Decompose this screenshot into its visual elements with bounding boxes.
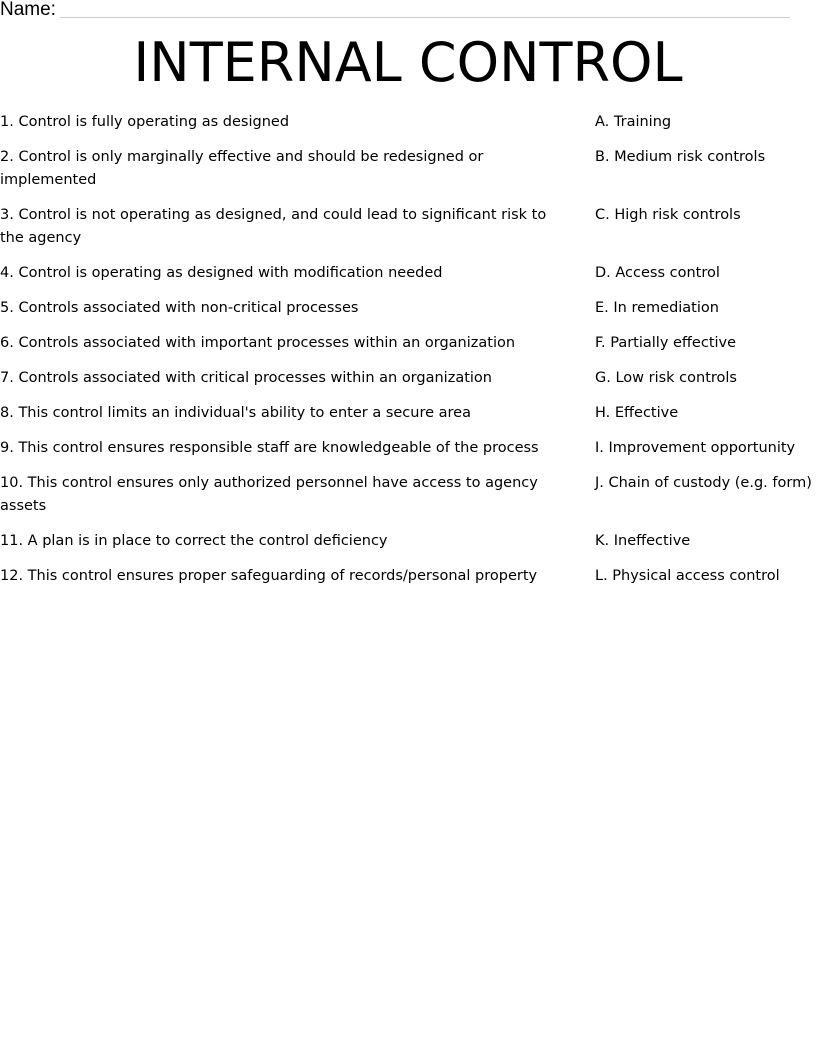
matching-row [0,367,816,390]
answer-item: A. Training [595,114,672,130]
question-item: 2. Control is only marginally effective and should be redesigned or implemented [0,149,484,188]
answer-item: J. Chain of custody (e.g. form) [595,475,812,491]
matching-row [0,262,816,285]
answer-item: B. Medium risk controls [595,149,766,165]
answer-item: I. Improvement opportunity [595,440,796,456]
question-item: 6. Controls associated with important processes within an organization [0,335,516,351]
answer-item: E. In remediation [595,300,719,316]
name-label: Name: [0,0,56,20]
answer-item: L. Physical access control [595,568,780,584]
answer-item: K. Ineffective [595,533,691,549]
question-item: 11. A plan is in place to correct the control deficiency [0,533,388,549]
question-item: 4. Control is operating as designed with modification needed [0,265,443,281]
matching-row [0,402,816,425]
question-item: 7. Controls associated with critical processes within an organization [0,370,492,386]
matching-row [0,437,816,460]
name-field-row [0,0,790,22]
question-item: 12. This control ensures proper safeguarding of records/personal property [0,568,538,584]
answer-item: H. Effective [595,405,679,421]
question-item: 5. Controls associated with non-critical processes [0,300,359,316]
matching-row [0,565,816,588]
matching-row [0,204,816,250]
question-item: 9. This control ensures responsible staff are knowledgeable of the process [0,440,539,456]
question-item: 8. This control limits an individual's ability to enter a secure area [0,405,471,421]
matching-row [0,297,816,320]
matching-row [0,111,816,134]
question-item: 1. Control is fully operating as designed [0,114,290,130]
answer-item: C. High risk controls [595,207,741,223]
matching-row [0,530,816,553]
name-blank-line [60,17,790,18]
answer-item: F. Partially effective [595,335,737,351]
answer-item: D. Access control [595,265,720,281]
matching-row [0,332,816,355]
question-item: 3. Control is not operating as designed, and could lead to significant risk to the agency [0,207,547,246]
question-item: 10. This control ensures only authorized personnel have access to agency assets [0,475,538,514]
matching-row [0,472,816,518]
matching-row [0,146,816,192]
matching-list [0,111,816,600]
answer-item: G. Low risk controls [595,370,737,386]
worksheet-title: INTERNAL CONTROL [133,31,683,94]
